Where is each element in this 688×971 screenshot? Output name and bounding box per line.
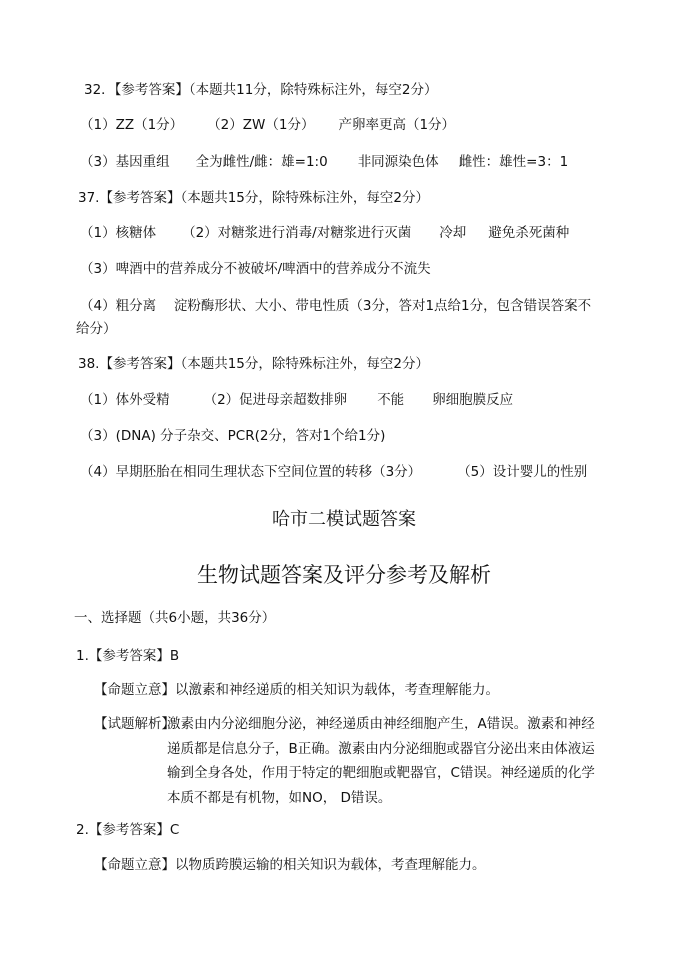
q38-blank-6: （5）设计婴儿的性别 (457, 464, 588, 480)
q38-blank-3: 不能 (377, 392, 405, 408)
a1-analysis-label: 【试题解析】 (94, 716, 175, 732)
q37-line2: （3）啤酒中的营养成分不被破坏/啤酒中的营养成分不流失 (80, 261, 431, 277)
section-heading: 一、选择题（共6小题，共36分） (74, 610, 276, 626)
q37-blank-3: 冷却 (439, 225, 467, 241)
q37-line1 (80, 222, 569, 244)
q38-blank-1: （1）体外受精 (80, 392, 170, 408)
q32-blank-6: 非同源染色体 (357, 154, 439, 170)
q32-blank-2: （2）ZW（1分） (207, 117, 315, 133)
q37-header: 37.【参考答案】（本题共15分，除特殊标注外，每空2分） (78, 190, 429, 206)
a1-intent (94, 679, 499, 701)
q32-blank-4: （3）基因重组 (80, 154, 170, 170)
a1-intent-label: 【命题立意】 (94, 682, 175, 698)
q32-header: 32．【参考答案】（本题共11分，除特殊标注外，每空2分） (84, 82, 438, 98)
a2-intent-text: 以物质跨膜运输的相关知识为载体，考查理解能力。 (175, 857, 486, 873)
q38-blank-2: （2）促进母亲超数排卵 (203, 392, 348, 408)
q38-line2: （3）(DNA) 分子杂交、PCR(2分，答对1个给1分) (80, 428, 386, 444)
q32-blank-7: 雌性：雄性=3：1 (458, 154, 569, 170)
q32-line2 (80, 151, 568, 173)
a1-answer: 1.【参考答案】B (76, 648, 180, 664)
a1-analysis-line: 本质不都是有机物，如NO， D错误。 (167, 789, 392, 806)
q32-line1 (80, 114, 455, 136)
q38-blank-4: 卵细胞膜反应 (432, 392, 514, 408)
q37-blank-4: 避免杀死菌种 (488, 225, 570, 241)
q38-line1 (80, 389, 513, 411)
q37-line3: （4）粗分离 淀粉酶形状、大小、带电性质（3分，答对1点给1分，包含错误答案不 (80, 298, 592, 314)
q32-blank-1: （1）ZZ（1分） (80, 117, 184, 133)
a1-analysis-text (167, 712, 617, 810)
q38-blank-5: （4）早期胚胎在相同生理状态下空间位置的转移（3分） (80, 464, 422, 480)
a1-analysis-line: 输到全身各处，作用于特定的靶细胞或靶器官，C错误。神经递质的化学 (167, 765, 595, 781)
a2-answer: 2.【参考答案】C (76, 822, 180, 838)
q37-blank-1: （1）核糖体 (80, 225, 157, 241)
document-title: 哈市二模试题答案 (272, 509, 416, 530)
a1-intent-text: 以激素和神经递质的相关知识为载体，考查理解能力。 (175, 682, 499, 698)
q37-blank-2: （2）对糖浆进行消毒/对糖浆进行灭菌 (182, 225, 412, 241)
document-subtitle: 生物试题答案及评分参考及解析 (197, 563, 491, 587)
q38-header: 38.【参考答案】（本题共15分，除特殊标注外，每空2分） (78, 356, 429, 372)
q38-line3 (80, 461, 587, 483)
a2-intent-label: 【命题立意】 (94, 857, 175, 873)
q32-blank-5: 全为雌性/雌：雄=1:0 (195, 154, 328, 170)
a1-analysis-line: 激素由内分泌细胞分泌，神经递质由神经细胞产生，A错误。激素和神经 (167, 716, 595, 732)
q37-line3-cont: 给分） (76, 321, 117, 337)
a2-intent (94, 854, 486, 876)
a1-analysis-line: 递质都是信息分子，B正确。激素由内分泌细胞或器官分泌出来由体液运 (167, 740, 595, 757)
q32-blank-3: 产卵率更高（1分） (338, 117, 456, 133)
